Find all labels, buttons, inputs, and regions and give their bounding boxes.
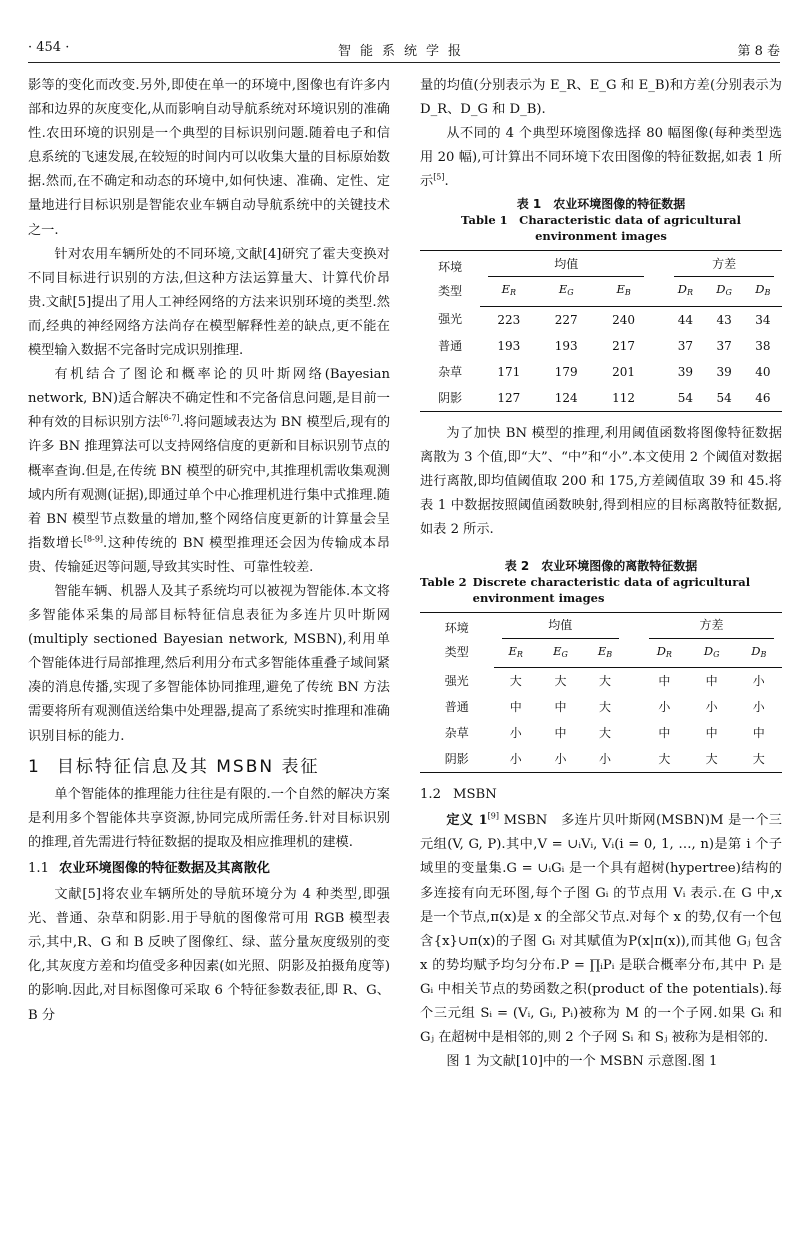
table-row: 阴影 小 小 小 大 大 大 <box>444 752 765 767</box>
section-heading: 1 目标特征信息及其 MSBN 表征 <box>28 756 320 777</box>
paragraph: 从不同的 4 个典型环境图像选择 80 幅图像(每种类型选用 20 幅),可计算出不同环境下农田图像的特征数据,如表 1 所示[5]. <box>420 126 782 190</box>
table2-caption: 表 2 农业环境图像的离散特征数据 <box>504 559 698 574</box>
citation: [8-9] <box>83 534 104 544</box>
paragraph: 有机结合了图论和概率论的贝叶斯网络(Bayesian network, BN)适合解决不确定性和不完备信息问题,是目前一种有效的目标识别方法[6-7].将问题域表达为 BN 模型后,现有的许多 BN 推理算法可以支持网络信度的更新和目标识别节点的概率查询.但是,在传统 BN 模型的研究中,其推理机需收集观测域内所有观测(证据),即通过单个中心推理机进行集中式推理.随着 BN 模型节点数量的增加,整个网络信度更新的计算量会呈指数增长[8-9].这种传统的 BN 模型推理还会因为传输成本昂贵、传输延迟等问题,导致其实时性、可靠性较差. <box>28 367 391 575</box>
table-row: 阴影 127 124 112 54 54 46 <box>438 390 771 405</box>
table-row: 杂草 小 中 大 中 中 中 <box>444 726 765 741</box>
definition-paragraph: 定义 1[9] MSBN 多连片贝叶斯网(MSBN)M 是一个三元组(V, G, P).其中,V = ∪ᵢVᵢ, Vᵢ(i = 0, 1, …, n)是第 i 个子域里的变量集.G = ∪ᵢGᵢ 是一个具有超树(hypertree)结构的多连接有向无环图,每个子图 Gᵢ 的节点用 Vᵢ 表示.在 G 中,x 是一个节点,π(x)是 x 的全部父节点.对每个 x 的势,仅有一个包含{x}∪π(x)的子图 Gᵢ 对其赋值为P(x|π(x)),而其他 Gⱼ 包含 x 的势均赋予均匀分布.P = ∏ᵢPᵢ 是联合概率分布,其中 Pᵢ 是 Gᵢ 中相关节点的势函数之积(product of the potentials).每个三元组 Sᵢ = (Vᵢ, Gᵢ, Pᵢ)被称为 M 的一个子网.如果 Gᵢ 和 Gⱼ 在超树中是相邻的,则 2 个子网 Sᵢ 和 Sⱼ 被称为是相邻的. <box>420 811 782 1046</box>
table-header: 均值 <box>494 613 627 640</box>
paragraph: 图 1 为文献[10]中的一个 MSBN 示意图.图 1 <box>446 1054 718 1070</box>
subsection-heading: 1.1 农业环境图像的特征数据及其离散化 <box>28 861 270 876</box>
volume-label: 第 8 卷 <box>737 44 780 59</box>
table-row: 普通 193 193 217 37 37 38 <box>438 338 771 353</box>
header-rule <box>28 62 780 63</box>
page-number: · 454 · <box>28 40 70 55</box>
citation: [6-7] <box>160 413 180 423</box>
paragraph: 智能车辆、机器人及其子系统均可以被视为智能体.本文将多智能体采集的局部目标特征信息表征为多连片贝叶斯网(multiply sectioned Bayesian network, MSBN),利用单个智能体进行局部推理,然后利用分布式多智能体重叠子域间紧凑的消息传播,实现了多智能体协同推理,避免了传统 BN 方法需要将所有观测值送给集中处理器,提高了系统实时推理和准确识别目标的能力. <box>28 583 390 744</box>
table-header: 方差 <box>666 251 782 278</box>
paragraph: 单个智能体的推理能力往往是有限的.一个自然的解决方案是利用多个智能体共享资源,协同完成所需任务.针对目标识别的推理,首先需进行特征数据的提取及相应推理机的建模. <box>28 786 390 850</box>
table-row: 强光 大 大 大 中 中 小 <box>444 673 765 689</box>
paragraph: 影等的变化而改变.另外,即使在单一的环境中,图像也有许多内部和边界的灰度变化,从而影响自动导航系统对环境识别的准确性.农田环境的识别是一个典型的目标识别问题.随着电子和信息系统的飞速发展,在较短的时间内可以收集大量的目标原始数据.然而,在不确定和动态的环境中,如何快速、准确、定性、定量地进行目标识别是智能农业车辆自动导航系统中的关键技术之一. <box>28 78 390 238</box>
table-row: 强光 223 227 240 44 43 34 <box>438 312 771 327</box>
left-column <box>28 74 390 1028</box>
paragraph: 量的均值(分别表示为 E_R、E_G 和 E_B)和方差(分别表示为 D_R、D_G 和 D_B). <box>420 78 782 118</box>
table1-caption-en: Table 1 Characteristic data of agricultural environment images <box>461 213 741 244</box>
table-header: 均值 <box>480 251 652 278</box>
page-header <box>28 38 780 60</box>
table-row: 普通 中 中 大 小 小 小 <box>444 700 765 715</box>
paragraph: 针对农用车辆所处的不同环境,文献[4]研究了霍夫变换对不同目标进行识别的方法,但这种方法运算量大、计算代价昂贵.文献[5]提出了用人工神经网络的方法来识别环境的类型.然而,经典的神经网络方法尚存在模型解释性差的缺点,更不能在模型输入数据不完备时完成识别推理. <box>28 246 390 359</box>
table-row: 杂草 171 179 201 39 39 40 <box>438 364 771 379</box>
journal-title: 智能系统学报 <box>337 44 470 59</box>
table2: 环境 类型 均值 方差 ER EG EB DR DG DB 强光 大 大 大 中 中 小 普通 中 中 大 小 小 小 杂草 小 中 大 中 中 中 阴影 小 小 小 大 大 大 <box>420 612 782 773</box>
table-header: 方差 <box>641 613 782 640</box>
table-header: 环境 类型 <box>438 259 463 298</box>
table-header: 环境 类型 <box>444 621 469 660</box>
paragraph: 文献[5]将农业车辆所处的导航环境分为 4 种类型,即强光、普通、杂草和阴影.用于导航的图像常可用 RGB 模型表示,其中,R、G 和 B 反映了图像红、绿、蓝分量灰度级别的变化,其灰度方差和均值受多种因素(如光照、阴影及拍摄角度等)的影响.因此,对目标图像可采取 6 个特征参数表征,即 R、G、B 分 <box>28 887 390 1023</box>
citation: [5] <box>433 172 445 182</box>
citation: [9] <box>487 811 499 821</box>
table1-caption: 表 1 农业环境图像的特征数据 <box>516 197 686 212</box>
table2-caption-en: Table 2 Discrete characteristic data of agricultural environment images <box>420 575 751 606</box>
table1: 环境 类型 均值 方差 ER EG EB DR DG DB 强光 223 227 240 44 43 34 普通 193 193 217 37 37 38 杂草 171 179 201 39 39 40 阴影 127 124 112 54 54 46 <box>420 250 782 411</box>
subsection-heading: 1.2 MSBN <box>420 787 497 803</box>
paragraph: 为了加快 BN 模型的推理,利用阈值函数将图像特征数据离散为 3 个值,即“大”、“中”和“小”.本文使用 2 个阈值对数据进行离散,即均值阈值取 200 和 175,方差阈值取 39 和 45.将表 1 中数据按照阈值函数映射,得到相应的目标离散特征数据,如表 2 所示. <box>420 425 782 537</box>
right-column <box>420 74 782 1074</box>
